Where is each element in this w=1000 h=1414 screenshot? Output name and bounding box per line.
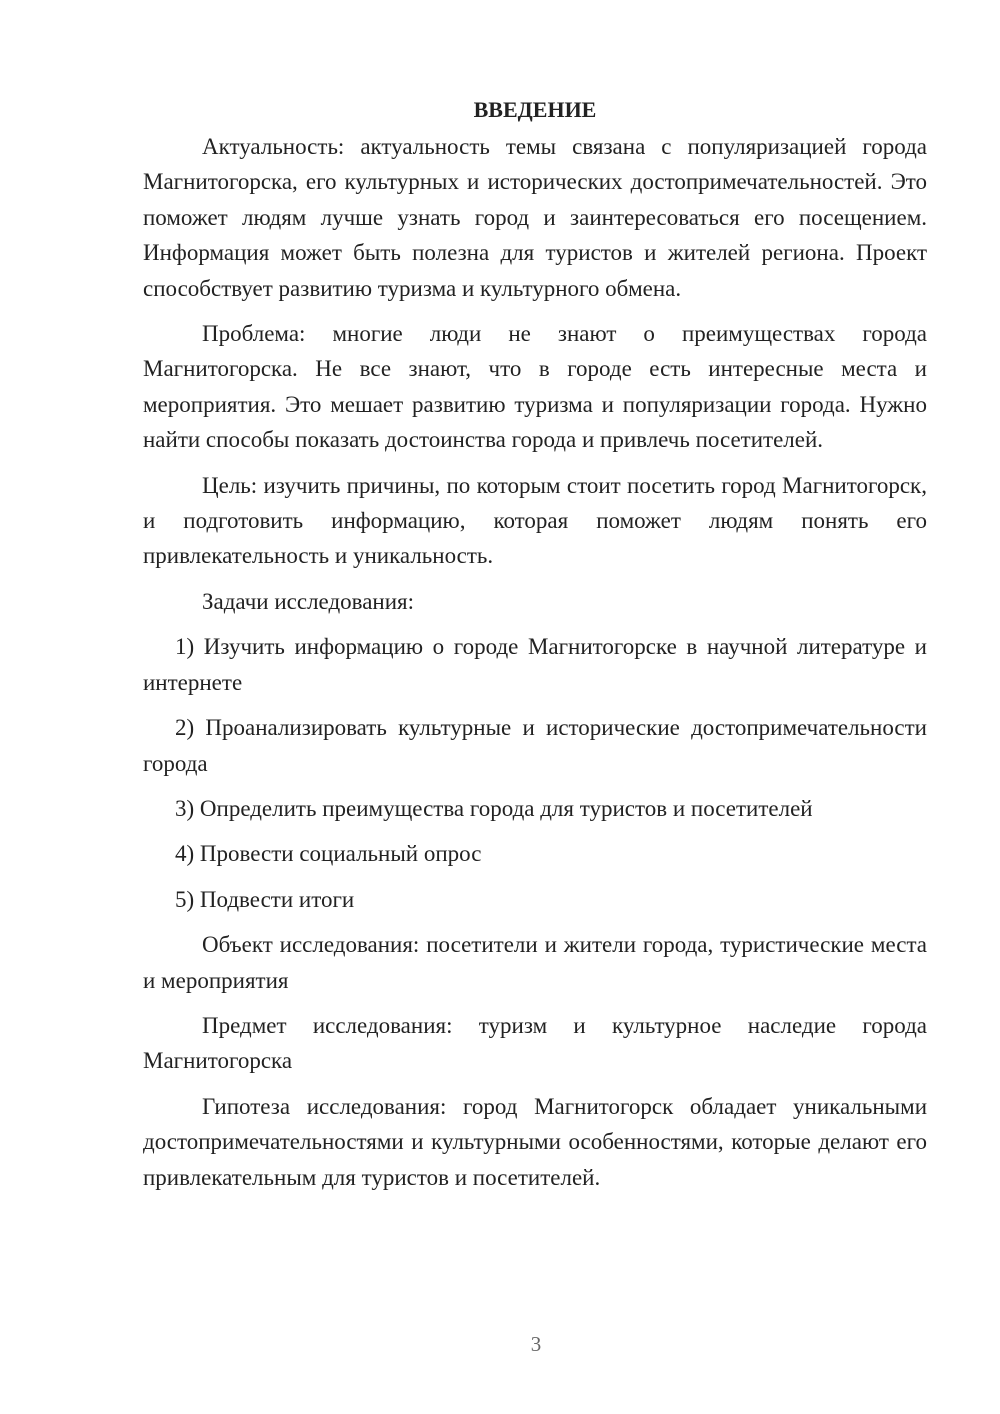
paragraph-relevance: Актуальность: актуальность темы связана с популяризацией города Магнитогорска, его культурных и исторических достопримечательностей. Это поможет людям лучше узнать город и заинтересоваться его посещением. Информация может быть полезна для туристов и жителей региона. Проект способствует развитию туризма и культурного обмена. [143, 134, 927, 301]
paragraph-goal: Цель: изучить причины, по которым стоит посетить город Магнитогорск, и подготовить информацию, которая поможет людям понять его привлекательность и уникальность. [143, 472, 927, 569]
paragraph-hypothesis: Гипотеза исследования: город Магнитогорск обладает уникальными достопримечательностями и культурными особенностями, которые делают его привлекательным для туристов и посетителей. [143, 1093, 927, 1190]
tasks-heading: Задачи исследования: [202, 588, 415, 614]
list-item: 5) Подвести итоги [175, 886, 355, 912]
list-item: 1) Изучить информацию о городе Магнитогорске в научной литературе и интернете [143, 634, 927, 695]
paragraph-subject: Предмет исследования: туризм и культурное наследие города Магнитогорска [143, 1012, 927, 1074]
tasks-list [143, 629, 927, 917]
page-content [143, 92, 927, 1195]
page-number: 3 [530, 1332, 542, 1356]
paragraph-problem: Проблема: многие люди не знают о преимуществах города Магнитогорска. Не все знают, что в городе есть интересные места и мероприятия. Это мешает развитию туризма и популяризации города. Нужно найти способы показать достоинства города и привлечь посетителей. [143, 321, 927, 453]
list-item: 3) Определить преимущества города для туристов и посетителей [175, 795, 813, 821]
list-item: 4) Провести социальный опрос [175, 841, 482, 867]
paragraph-object: Объект исследования: посетители и жители города, туристические места и мероприятия [143, 932, 927, 993]
page-title: ВВЕДЕНИЕ [473, 97, 597, 122]
list-item: 2) Проанализировать культурные и исторические достопримечательности города [143, 715, 927, 776]
